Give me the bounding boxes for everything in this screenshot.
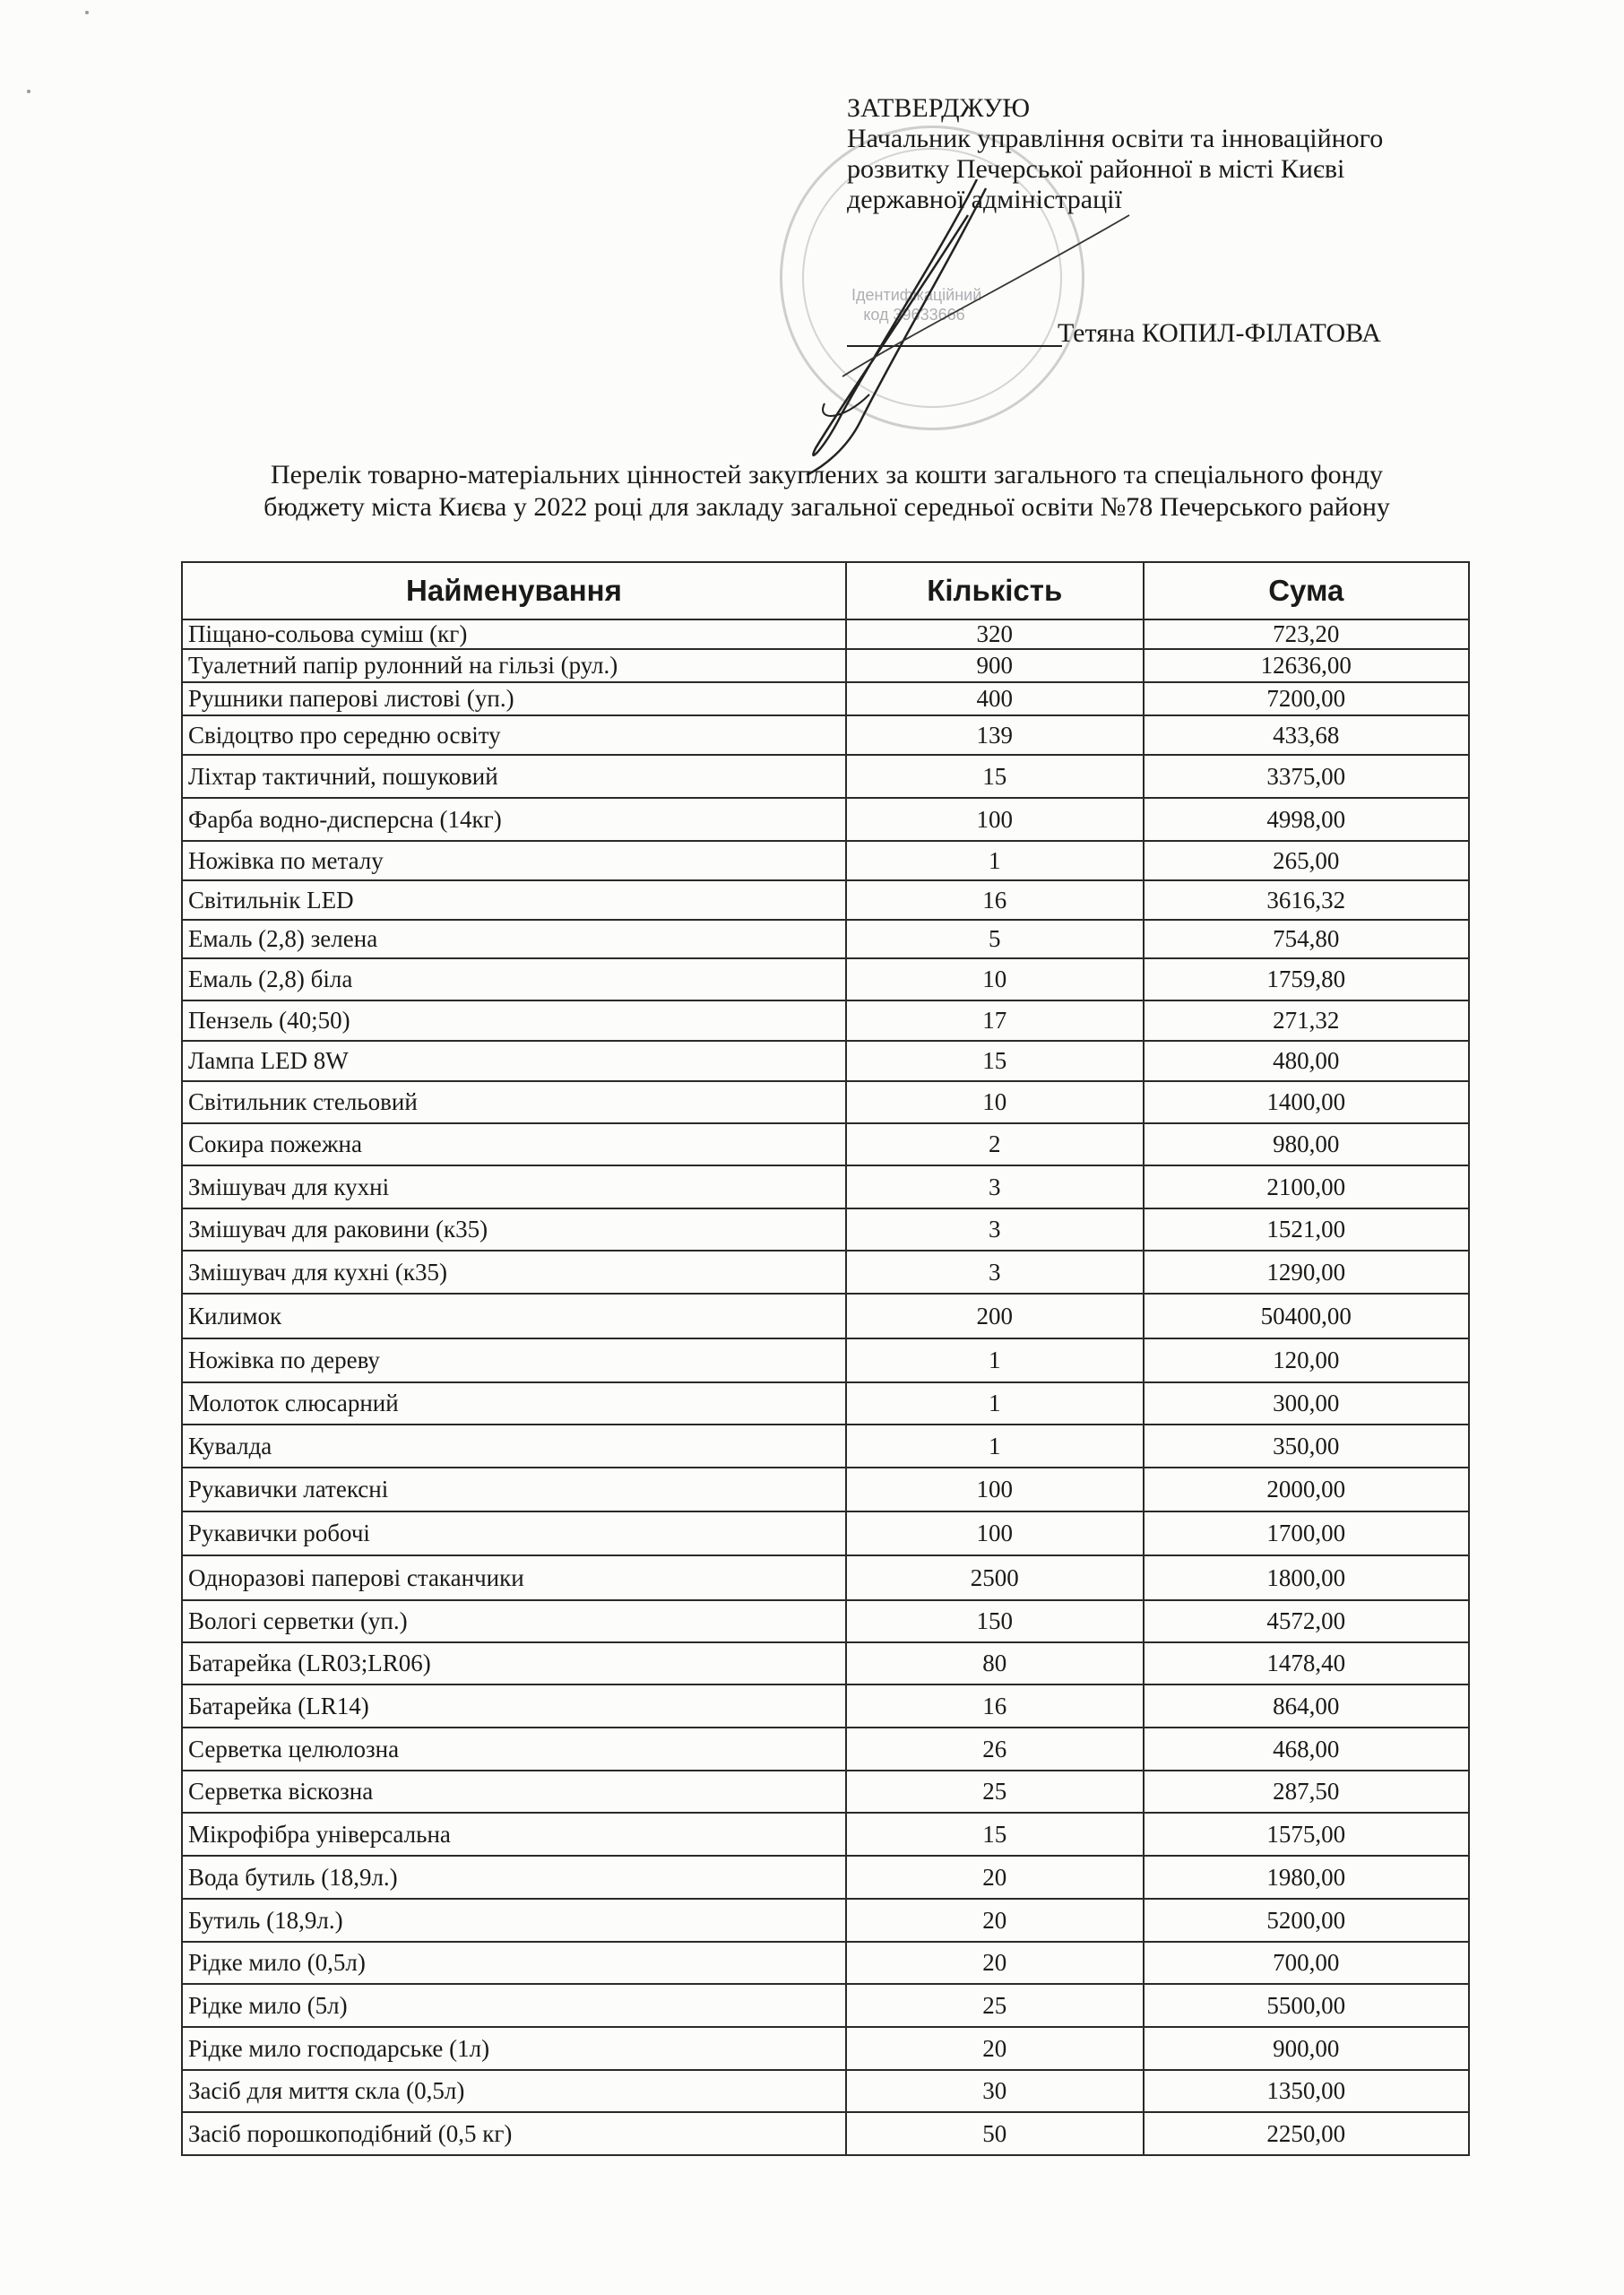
table-row <box>182 1771 1469 1813</box>
cell-quantity: 26 <box>846 1728 1144 1771</box>
cell-quantity: 17 <box>846 1000 1144 1041</box>
cell-sum: 1800,00 <box>1144 1555 1469 1600</box>
cell-quantity: 25 <box>846 1984 1144 2027</box>
cell-sum: 7200,00 <box>1144 682 1469 715</box>
cell-name: Кувалда <box>182 1425 846 1468</box>
cell-quantity: 100 <box>846 1511 1144 1555</box>
cell-quantity: 5 <box>846 920 1144 958</box>
cell-quantity: 1 <box>846 1338 1144 1382</box>
column-header-sum: Сума <box>1144 562 1469 619</box>
cell-quantity: 3 <box>846 1208 1144 1251</box>
cell-sum: 350,00 <box>1144 1425 1469 1468</box>
cell-sum: 4572,00 <box>1144 1600 1469 1642</box>
cell-name: Світильнік LED <box>182 880 846 920</box>
cell-name: Батарейка (LR03;LR06) <box>182 1642 846 1684</box>
cell-quantity: 139 <box>846 715 1144 755</box>
cell-quantity: 20 <box>846 1942 1144 1984</box>
cell-name: Туалетний папір рулонний на гільзі (рул.) <box>182 649 846 682</box>
cell-quantity: 15 <box>846 1813 1144 1856</box>
cell-name: Батарейка (LR14) <box>182 1684 846 1728</box>
cell-name: Рукавички латексні <box>182 1468 846 1511</box>
cell-sum: 5200,00 <box>1144 1899 1469 1942</box>
cell-sum: 2100,00 <box>1144 1165 1469 1208</box>
table-row <box>182 1942 1469 1984</box>
cell-sum: 754,80 <box>1144 920 1469 958</box>
cell-sum: 468,00 <box>1144 1728 1469 1771</box>
table-row <box>182 1511 1469 1555</box>
cell-sum: 980,00 <box>1144 1123 1469 1165</box>
cell-name: Мікрофібра універсальна <box>182 1813 846 1856</box>
cell-name: Рідке мило господарське (1л) <box>182 2027 846 2070</box>
cell-name: Лампа LED 8W <box>182 1041 846 1081</box>
approval-line: розвитку Печерської районної в місті Києві <box>847 154 1345 184</box>
cell-name: Рідке мило (0,5л) <box>182 1942 846 1984</box>
cell-quantity: 320 <box>846 619 1144 649</box>
table-row <box>182 1294 1469 1338</box>
table-row <box>182 1165 1469 1208</box>
cell-quantity: 20 <box>846 1856 1144 1899</box>
stamp-code: Ідентифікаційний код 39633666 <box>851 286 982 324</box>
handwritten-signature-icon <box>789 179 1165 475</box>
column-header-name: Найменування <box>182 562 846 619</box>
cell-name: Засіб порошкоподібний (0,5 кг) <box>182 2112 846 2155</box>
table-row <box>182 1555 1469 1600</box>
cell-quantity: 200 <box>846 1294 1144 1338</box>
approval-line: державної адміністрації <box>847 185 1122 214</box>
cell-name: Бутиль (18,9л.) <box>182 1899 846 1942</box>
table-row <box>182 1856 1469 1899</box>
cell-quantity: 1 <box>846 1425 1144 1468</box>
table-row <box>182 2070 1469 2112</box>
approval-heading: ЗАТВЕРДЖУЮ <box>847 93 1031 123</box>
cell-sum: 300,00 <box>1144 1382 1469 1425</box>
table-row <box>182 715 1469 755</box>
cell-name: Фарба водно-дисперсна (14кг) <box>182 798 846 841</box>
cell-quantity: 100 <box>846 1468 1144 1511</box>
cell-quantity: 3 <box>846 1165 1144 1208</box>
table-row <box>182 1338 1469 1382</box>
cell-sum: 1759,80 <box>1144 958 1469 1000</box>
signatory-name: Тетяна КОПИЛ-ФІЛАТОВА <box>1058 318 1381 348</box>
cell-name: Рушники паперові листові (уп.) <box>182 682 846 715</box>
table-row <box>182 1000 1469 1041</box>
cell-name: Засіб для миття скла (0,5л) <box>182 2070 846 2112</box>
cell-name: Пензель (40;50) <box>182 1000 846 1041</box>
cell-sum: 12636,00 <box>1144 649 1469 682</box>
cell-name: Змішувач для кухні <box>182 1165 846 1208</box>
cell-sum: 2250,00 <box>1144 2112 1469 2155</box>
cell-sum: 1350,00 <box>1144 2070 1469 2112</box>
cell-name: Килимок <box>182 1294 846 1338</box>
table-row <box>182 841 1469 880</box>
cell-sum: 433,68 <box>1144 715 1469 755</box>
cell-sum: 120,00 <box>1144 1338 1469 1382</box>
cell-quantity: 900 <box>846 649 1144 682</box>
cell-name: Молоток слюсарний <box>182 1382 846 1425</box>
table-row <box>182 1813 1469 1856</box>
table-row <box>182 1123 1469 1165</box>
cell-name: Емаль (2,8) зелена <box>182 920 846 958</box>
table-row <box>182 1728 1469 1771</box>
cell-sum: 480,00 <box>1144 1041 1469 1081</box>
table-row <box>182 958 1469 1000</box>
cell-sum: 1400,00 <box>1144 1081 1469 1123</box>
table-row <box>182 880 1469 920</box>
cell-quantity: 16 <box>846 880 1144 920</box>
cell-sum: 723,20 <box>1144 619 1469 649</box>
table-row <box>182 920 1469 958</box>
cell-quantity: 15 <box>846 755 1144 798</box>
table-row <box>182 755 1469 798</box>
cell-quantity: 15 <box>846 1041 1144 1081</box>
scan-speck <box>85 11 89 14</box>
cell-sum: 900,00 <box>1144 2027 1469 2070</box>
cell-sum: 287,50 <box>1144 1771 1469 1813</box>
table-row <box>182 1382 1469 1425</box>
purchases-table <box>181 561 1470 2156</box>
cell-sum: 2000,00 <box>1144 1468 1469 1511</box>
cell-quantity: 20 <box>846 2027 1144 2070</box>
table-row <box>182 798 1469 841</box>
cell-name: Змішувач для кухні (к35) <box>182 1251 846 1294</box>
cell-quantity: 400 <box>846 682 1144 715</box>
document-title: Перелік товарно-матеріальних цінностей закуплених за кошти загального та спеціального фонду бюджету міста Києва у 2022 році для закладу загальної середньої освіти №78 Печерського району <box>263 460 1390 522</box>
cell-name: Ліхтар тактичний, пошуковий <box>182 755 846 798</box>
cell-quantity: 16 <box>846 1684 1144 1728</box>
cell-name: Свідоцтво про середню освіту <box>182 715 846 755</box>
table-row <box>182 1684 1469 1728</box>
cell-sum: 50400,00 <box>1144 1294 1469 1338</box>
cell-sum: 3375,00 <box>1144 755 1469 798</box>
table-row <box>182 1251 1469 1294</box>
cell-name: Серветка віскозна <box>182 1771 846 1813</box>
cell-quantity: 1 <box>846 841 1144 880</box>
table-row <box>182 1642 1469 1684</box>
cell-quantity: 150 <box>846 1600 1144 1642</box>
table-row <box>182 2112 1469 2155</box>
cell-quantity: 3 <box>846 1251 1144 1294</box>
scan-speck <box>27 90 30 93</box>
cell-name: Рідке мило (5л) <box>182 1984 846 2027</box>
cell-sum: 1478,40 <box>1144 1642 1469 1684</box>
cell-sum: 1521,00 <box>1144 1208 1469 1251</box>
table-row <box>182 1600 1469 1642</box>
table-row <box>182 1081 1469 1123</box>
cell-name: Сокира пожежна <box>182 1123 846 1165</box>
cell-name: Піщано-сольова суміш (кг) <box>182 619 846 649</box>
cell-name: Світильник стельовий <box>182 1081 846 1123</box>
cell-name: Рукавички робочі <box>182 1511 846 1555</box>
table-row <box>182 2027 1469 2070</box>
cell-name: Одноразові паперові стаканчики <box>182 1555 846 1600</box>
cell-sum: 1290,00 <box>1144 1251 1469 1294</box>
table-row <box>182 1041 1469 1081</box>
table-row <box>182 1208 1469 1251</box>
table-row <box>182 682 1469 715</box>
cell-name: Ножівка по металу <box>182 841 846 880</box>
table-row <box>182 649 1469 682</box>
cell-sum: 271,32 <box>1144 1000 1469 1041</box>
cell-sum: 3616,32 <box>1144 880 1469 920</box>
cell-name: Ножівка по дереву <box>182 1338 846 1382</box>
cell-quantity: 25 <box>846 1771 1144 1813</box>
cell-sum: 1575,00 <box>1144 1813 1469 1856</box>
table-row <box>182 1984 1469 2027</box>
table-header-row <box>182 562 1469 619</box>
cell-quantity: 10 <box>846 1081 1144 1123</box>
cell-name: Змішувач для раковини (к35) <box>182 1208 846 1251</box>
cell-quantity: 20 <box>846 1899 1144 1942</box>
cell-sum: 265,00 <box>1144 841 1469 880</box>
column-header-quantity: Кількість <box>846 562 1144 619</box>
table-row <box>182 619 1469 649</box>
cell-sum: 4998,00 <box>1144 798 1469 841</box>
cell-name: Вологі серветки (уп.) <box>182 1600 846 1642</box>
table-row <box>182 1468 1469 1511</box>
cell-sum: 5500,00 <box>1144 1984 1469 2027</box>
cell-sum: 864,00 <box>1144 1684 1469 1728</box>
table-row <box>182 1899 1469 1942</box>
cell-name: Серветка целюлозна <box>182 1728 846 1771</box>
cell-quantity: 30 <box>846 2070 1144 2112</box>
cell-quantity: 50 <box>846 2112 1144 2155</box>
table-row <box>182 1425 1469 1468</box>
cell-quantity: 1 <box>846 1382 1144 1425</box>
cell-sum: 1980,00 <box>1144 1856 1469 1899</box>
cell-name: Вода бутиль (18,9л.) <box>182 1856 846 1899</box>
cell-sum: 700,00 <box>1144 1942 1469 1984</box>
cell-quantity: 100 <box>846 798 1144 841</box>
cell-quantity: 2500 <box>846 1555 1144 1600</box>
cell-sum: 1700,00 <box>1144 1511 1469 1555</box>
cell-quantity: 80 <box>846 1642 1144 1684</box>
cell-quantity: 2 <box>846 1123 1144 1165</box>
approval-line: Начальник управління освіти та інноваційного <box>847 124 1384 153</box>
cell-quantity: 10 <box>846 958 1144 1000</box>
cell-name: Емаль (2,8) біла <box>182 958 846 1000</box>
